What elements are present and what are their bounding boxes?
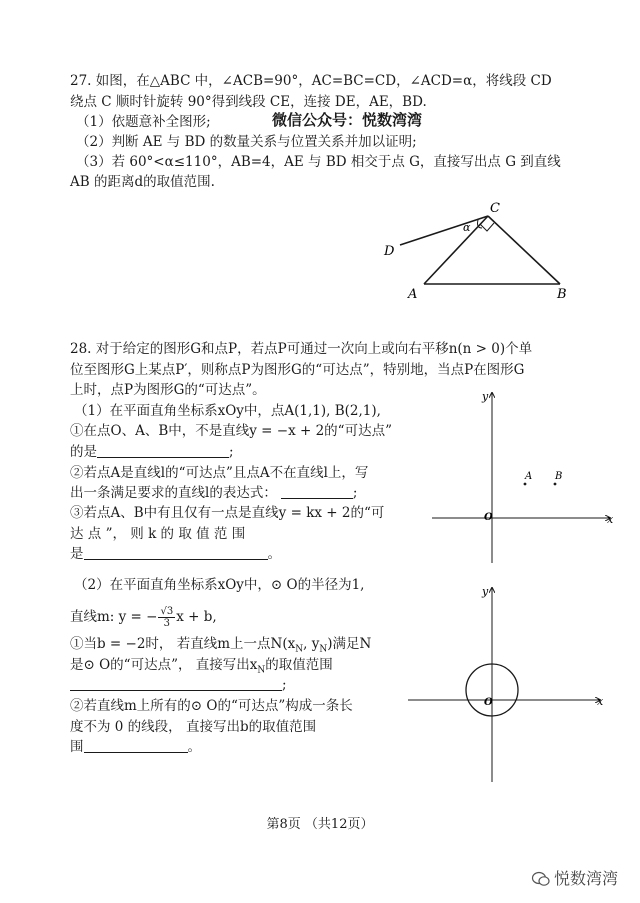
- q28-p1-semicolon-1: ;: [229, 444, 234, 460]
- graph2-label-o: O: [484, 697, 493, 708]
- q28-p2-line-4-b: 的取值范围: [265, 657, 333, 673]
- q28-intro-2: 位至图形G上某点P′，则称点P为图形G的“可达点”，特别地，当点P在图形G: [70, 362, 525, 378]
- q27-line-5: AB 的距离d的取值范围.: [70, 174, 215, 190]
- q28-intro-1: 28. 对于给定的图形G和点P，若点P可通过一次向上或向右平移n(n > 0)个单: [70, 341, 533, 357]
- q28-p1-line-4: ②若点A是直线l的“可达点”且点A不在直线l上，写: [70, 465, 369, 481]
- label-b: B: [557, 287, 567, 302]
- graph1-label-o: O: [484, 512, 493, 523]
- q28-p1-line-8-text: 是: [70, 546, 84, 562]
- q28-p1-semicolon-2: ;: [352, 485, 358, 501]
- q27-watermark: 微信公众号：悦数湾湾: [272, 111, 423, 129]
- label-alpha: α: [463, 221, 471, 234]
- q28-p1-line-7: 达 点 ”， 则 k 的 取 值 范 围: [70, 526, 246, 542]
- graph1-label-y: y: [482, 390, 489, 403]
- corner-watermark: [532, 866, 618, 889]
- q28-p2-line-2-a: 直线m: y = −: [70, 609, 158, 625]
- sub-n-3: N: [257, 665, 266, 676]
- q28-p1-period: 。: [267, 546, 281, 562]
- q28-p2-line-1: （2）在平面直角坐标系xOy中，⊙ O的半径为1,: [74, 577, 365, 593]
- label-a: A: [408, 287, 418, 302]
- q28-p2-line-3-c: )满足N: [327, 636, 372, 652]
- graph1-label-a: A: [525, 471, 533, 482]
- q27-part-3: （3）若 60°<α≤110°，AB=4，AE 与 BD 相交于点 G，直接写出点 G 到直线: [76, 154, 561, 170]
- graph2-label-y: y: [482, 585, 489, 598]
- sub-n-2: N: [319, 644, 328, 655]
- graph1-label-x: x: [607, 513, 614, 526]
- q28-p1-line-5-text: 出一条满足要求的直线l的表达式：: [70, 485, 277, 501]
- q28-p2-line-3-b: , y: [303, 636, 320, 652]
- q28-intro-3: 上时，点P为图形G的“可达点”。: [70, 382, 266, 398]
- fraction-denominator: 3: [163, 618, 171, 629]
- q27-part-1: （1）依题意补全图形;: [76, 114, 211, 130]
- fraction-numerator: √3: [160, 606, 174, 617]
- q28-p2-line-8-text: 围: [70, 739, 84, 755]
- sub-n-1: N: [295, 644, 304, 655]
- wechat-icon: [532, 871, 550, 887]
- q28-p1-line-1: （1）在平面直角坐标系xOy中，点A(1,1), B(2,1),: [74, 403, 381, 419]
- q28-p1-line-3-text: 的是: [70, 444, 97, 460]
- q27-line-1: 27. 如图，在△ABC 中，∠ACB=90°，AC=BC=CD，∠ACD=α，将线段 CD: [70, 73, 552, 89]
- q28-p2-period: 。: [187, 739, 201, 755]
- q28-p2-line-6: ②若直线m上所有的⊙ O的“可达点”构成一条长: [70, 698, 353, 714]
- q27-line-2: 绕点 C 顺时针旋转 90°得到线段 CE，连接 DE，AE，BD.: [70, 94, 427, 110]
- q28-p2-line-7: 度不为 0 的线段， 直接写出b的取值范围: [70, 719, 317, 735]
- label-d: D: [384, 244, 395, 259]
- q28-p1-line-6: ③若点A、B中有且仅有一点是直线y = kx + 2的“可: [70, 505, 385, 521]
- q28-p2-line-2-b: x + b,: [176, 609, 217, 625]
- corner-watermark-text: 悦数湾湾: [553, 869, 618, 888]
- page-footer: 第8页 （共12页）: [266, 817, 374, 832]
- q28-p1-line-2: ①在点O、A、B中，不是直线y = −x + 2的“可达点”: [70, 423, 392, 439]
- q27-part-2: （2）判断 AE 与 BD 的数量关系与位置关系并加以证明;: [76, 134, 417, 150]
- q28-p2-line-4-a: 是⊙ O的“可达点”， 直接写出x: [70, 657, 258, 673]
- q28-p2-line-3-a: ①当b = −2时， 若直线m上一点N(x: [70, 636, 296, 652]
- graph2-label-x: x: [597, 695, 604, 708]
- label-c: C: [490, 201, 500, 216]
- graph1-label-b: B: [555, 471, 563, 482]
- q28-p2-semicolon: ;: [282, 677, 287, 693]
